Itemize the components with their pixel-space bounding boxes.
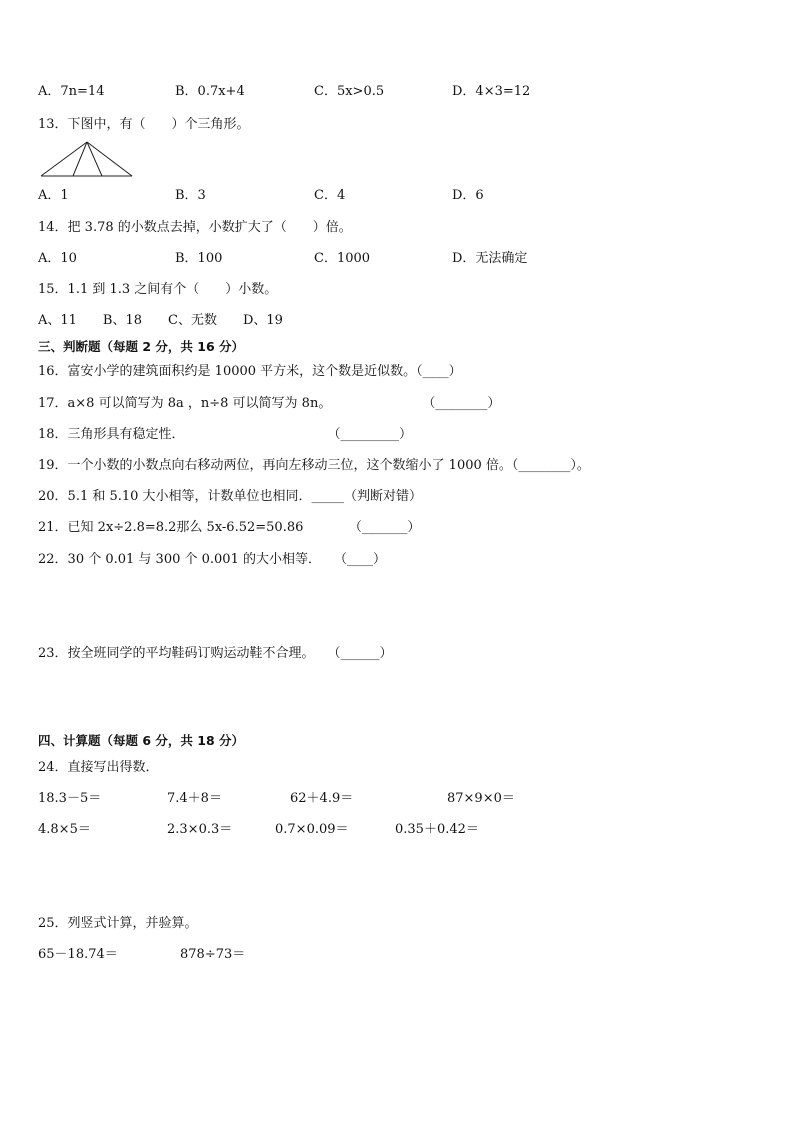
q25-item-1: 65－18.74＝ [38,947,118,962]
q13-option-a: A．1 [38,188,69,203]
q15-stem: 15．1.1 到 1.3 之间有个（ ）小数。 [38,282,278,297]
q21: 21．已知 2x÷2.8=8.2那么 5x-6.52=50.86 （_______） [38,520,421,535]
q14-option-a: A．10 [38,251,77,266]
q22: 22．30 个 0.01 与 300 个 0.001 的大小相等． （____） [38,552,386,567]
q25-stem: 25．列竖式计算，并验算。 [38,916,198,931]
q20: 20．5.1 和 5.10 大小相等，计数单位也相同．_____（判断对错） [38,489,423,504]
q15-options: A、11 B、18 C、无数 D、19 [38,313,283,328]
q19: 19．一个小数的小数点向右移动两位，再向左移动三位，这个数缩小了 1000 倍。（________）。 [38,458,590,473]
q17: 17．a×8 可以简写为 8a ，n÷8 可以简写为 8n。 （________） [38,396,501,411]
q23: 23．按全班同学的平均鞋码订购运动鞋不合理。 （______） [38,646,393,661]
q24-r1-c1: 18.3－5＝ [38,791,102,806]
q12-option-c: C．5x>0.5 [314,84,385,99]
q24-r2-c3: 0.7×0.09＝ [275,822,349,837]
q18: 18．三角形具有稳定性． （_________） [38,427,413,442]
q12-option-b: B．0.7x+4 [175,84,245,99]
triangle-figure [40,140,134,178]
q12-option-d: D．4×3=12 [452,84,531,99]
section4-title: 四、计算题（每题 6 分，共 18 分） [38,733,245,748]
q13-option-d: D．6 [452,188,484,203]
q24-r1-c2: 7.4＋8＝ [167,791,222,806]
q14-option-c: C．1000 [314,251,371,266]
q16: 16．富安小学的建筑面积约是 10000 平方米，这个数是近似数。（____） [38,364,462,379]
q24-r2-c2: 2.3×0.3＝ [167,822,233,837]
q24-stem: 24．直接写出得数． [38,760,159,775]
q13-option-b: B．3 [175,188,206,203]
q25-item-2: 878÷73＝ [180,947,246,962]
q24-r1-c3: 62＋4.9＝ [290,791,354,806]
q14-option-b: B．100 [175,251,223,266]
q12-option-a: A．7n=14 [38,84,105,99]
q24-r2-c4: 0.35＋0.42＝ [395,822,479,837]
q13-stem: 13．下图中，有（ ）个三角形。 [38,117,250,132]
q13-option-c: C．4 [314,188,346,203]
q24-r2-c1: 4.8×5＝ [38,822,91,837]
q14-option-d: D．无法确定 [452,251,528,266]
q14-stem: 14．把 3.78 的小数点去掉，小数扩大了（ ）倍。 [38,220,352,235]
section3-title: 三、判断题（每题 2 分，共 16 分） [38,339,245,354]
q24-r1-c4: 87×9×0＝ [447,791,515,806]
